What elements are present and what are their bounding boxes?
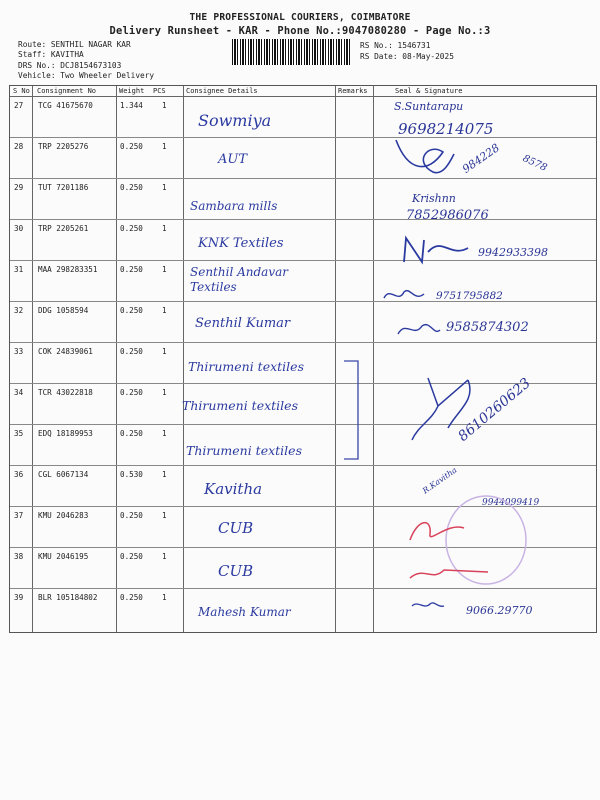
sno-cell: 30 bbox=[14, 224, 24, 233]
table-row bbox=[10, 138, 596, 179]
header-signature: Seal & Signature bbox=[395, 87, 463, 95]
pcs-cell: 1 bbox=[162, 429, 167, 438]
header-pcs: PCS bbox=[153, 87, 166, 95]
consignment-cell: COK 24839061 bbox=[38, 347, 93, 356]
consignee-handwriting: AUT bbox=[218, 152, 248, 167]
header-consignment: Consignment No bbox=[37, 87, 97, 95]
pcs-cell: 1 bbox=[162, 347, 167, 356]
consignee-handwriting: Kavitha bbox=[204, 480, 263, 498]
rs-date: RS Date: 08-May-2025 bbox=[360, 52, 454, 61]
header-remarks: Remarks bbox=[338, 87, 368, 95]
weight-cell: 0.250 bbox=[120, 306, 143, 315]
header-sno: S No bbox=[13, 87, 30, 95]
sno-cell: 29 bbox=[14, 183, 24, 192]
pcs-cell: 1 bbox=[162, 511, 167, 520]
weight-cell: 0.250 bbox=[120, 224, 143, 233]
sno-cell: 31 bbox=[14, 265, 24, 274]
signature-phone: 9698214075 bbox=[398, 120, 494, 138]
signature-scribble bbox=[408, 598, 448, 614]
signature-name: R.Kavitha bbox=[420, 465, 459, 496]
weight-cell: 0.250 bbox=[120, 593, 143, 602]
table-row bbox=[10, 261, 596, 302]
signature-text: 8578 bbox=[520, 153, 549, 174]
consignee-handwriting: Thirumeni textiles bbox=[182, 398, 298, 413]
weight-cell: 0.530 bbox=[120, 470, 143, 479]
sno-cell: 39 bbox=[14, 593, 24, 602]
pcs-cell: 1 bbox=[162, 224, 167, 233]
sno-cell: 38 bbox=[14, 552, 24, 561]
consignment-cell: TUT 7201186 bbox=[38, 183, 89, 192]
drs-number: DRS No.: DCJ8154673103 bbox=[18, 61, 122, 70]
sno-cell: 28 bbox=[14, 142, 24, 151]
consignment-cell: KMU 2046283 bbox=[38, 511, 89, 520]
consignee-handwriting: Thirumeni textiles bbox=[188, 359, 304, 374]
pcs-cell: 1 bbox=[162, 388, 167, 397]
weight-cell: 0.250 bbox=[120, 347, 143, 356]
weight-cell: 0.250 bbox=[120, 388, 143, 397]
consignment-cell: EDQ 18189953 bbox=[38, 429, 93, 438]
pcs-cell: 1 bbox=[162, 101, 167, 110]
consignee-handwriting: Senthil Andavar Textiles bbox=[190, 265, 288, 294]
weight-cell: 0.250 bbox=[120, 142, 143, 151]
pcs-cell: 1 bbox=[162, 552, 167, 561]
signature-name: Krishnn bbox=[412, 192, 456, 205]
consignee-handwriting: Mahesh Kumar bbox=[198, 605, 291, 619]
consignment-cell: TCR 43022818 bbox=[38, 388, 93, 397]
weight-cell: 1.344 bbox=[120, 101, 143, 110]
staff-label: Staff: KAVITHA bbox=[18, 50, 84, 59]
signature-phone: 8610260623 bbox=[455, 375, 534, 445]
signature-scribble bbox=[398, 370, 488, 450]
barcode bbox=[232, 39, 350, 65]
table-row bbox=[10, 425, 596, 466]
pcs-cell: 1 bbox=[162, 470, 167, 479]
route-label: Route: SENTHIL NAGAR KAR bbox=[18, 40, 131, 49]
consignee-handwriting: Thirumeni textiles bbox=[186, 443, 302, 458]
company-title: THE PROFESSIONAL COURIERS, COIMBATORE bbox=[189, 12, 411, 23]
consignment-cell: TCG 41675670 bbox=[38, 101, 93, 110]
runsheet-title: Delivery Runsheet - KAR - Phone No.:9047080280 - Page No.:3 bbox=[109, 25, 491, 37]
table-row bbox=[10, 97, 596, 138]
consignee-handwriting: Senthil Kumar bbox=[195, 316, 291, 331]
consignment-cell: CGL 6067134 bbox=[38, 470, 89, 479]
weight-cell: 0.250 bbox=[120, 265, 143, 274]
signature-phone: 9751795882 bbox=[436, 290, 503, 302]
signature-scribble bbox=[398, 232, 478, 268]
signature-scribble bbox=[404, 514, 474, 546]
weight-cell: 0.250 bbox=[120, 183, 143, 192]
consignee-handwriting: CUB bbox=[218, 519, 254, 537]
sno-cell: 27 bbox=[14, 101, 24, 110]
signature-scribble bbox=[404, 560, 494, 586]
sno-cell: 34 bbox=[14, 388, 24, 397]
consignee-handwriting: CUB bbox=[218, 562, 254, 580]
signature-scribble bbox=[380, 284, 430, 306]
signature-name: S.Suntarapu bbox=[394, 100, 464, 113]
vehicle-label: Vehicle: Two Wheeler Delivery bbox=[18, 71, 155, 80]
sno-cell: 32 bbox=[14, 306, 24, 315]
signature-phone: 7852986076 bbox=[406, 208, 489, 223]
pcs-cell: 1 bbox=[162, 265, 167, 274]
pcs-cell: 1 bbox=[162, 183, 167, 192]
bracket-mark bbox=[340, 355, 370, 465]
consignment-cell: KMU 2046195 bbox=[38, 552, 89, 561]
weight-cell: 0.250 bbox=[120, 511, 143, 520]
pcs-cell: 1 bbox=[162, 306, 167, 315]
weight-cell: 0.250 bbox=[120, 429, 143, 438]
consignment-cell: MAA 298283351 bbox=[38, 265, 98, 274]
signature-phone: 9585874302 bbox=[446, 320, 529, 335]
sno-cell: 37 bbox=[14, 511, 24, 520]
consignment-cell: BLR 105184802 bbox=[38, 593, 98, 602]
table-header bbox=[10, 86, 596, 97]
header-consignee: Consignee Details bbox=[186, 87, 258, 95]
rs-number: RS No.: 1546731 bbox=[360, 41, 431, 50]
sno-cell: 35 bbox=[14, 429, 24, 438]
sno-cell: 33 bbox=[14, 347, 24, 356]
consignment-cell: TRP 2205261 bbox=[38, 224, 89, 233]
signature-phone: 984228 bbox=[460, 141, 502, 176]
table-row bbox=[10, 343, 596, 384]
consignee-handwriting: KNK Textiles bbox=[198, 236, 284, 251]
consignment-cell: DDG 1058594 bbox=[38, 306, 89, 315]
signature-scribble bbox=[388, 132, 458, 182]
signature-scribble bbox=[394, 316, 444, 342]
pcs-cell: 1 bbox=[162, 593, 167, 602]
header-weight: Weight bbox=[119, 87, 145, 95]
signature-phone: 9942933398 bbox=[478, 246, 548, 259]
table-row bbox=[10, 179, 596, 220]
sno-cell: 36 bbox=[14, 470, 24, 479]
pcs-cell: 1 bbox=[162, 142, 167, 151]
weight-cell: 0.250 bbox=[120, 552, 143, 561]
consignment-cell: TRP 2205276 bbox=[38, 142, 89, 151]
signature-phone: 9944099419 bbox=[482, 498, 540, 508]
consignee-handwriting: Sambara mills bbox=[190, 199, 278, 213]
signature-phone: 9066.29770 bbox=[466, 604, 533, 617]
consignee-handwriting: Sowmiya bbox=[198, 111, 272, 130]
